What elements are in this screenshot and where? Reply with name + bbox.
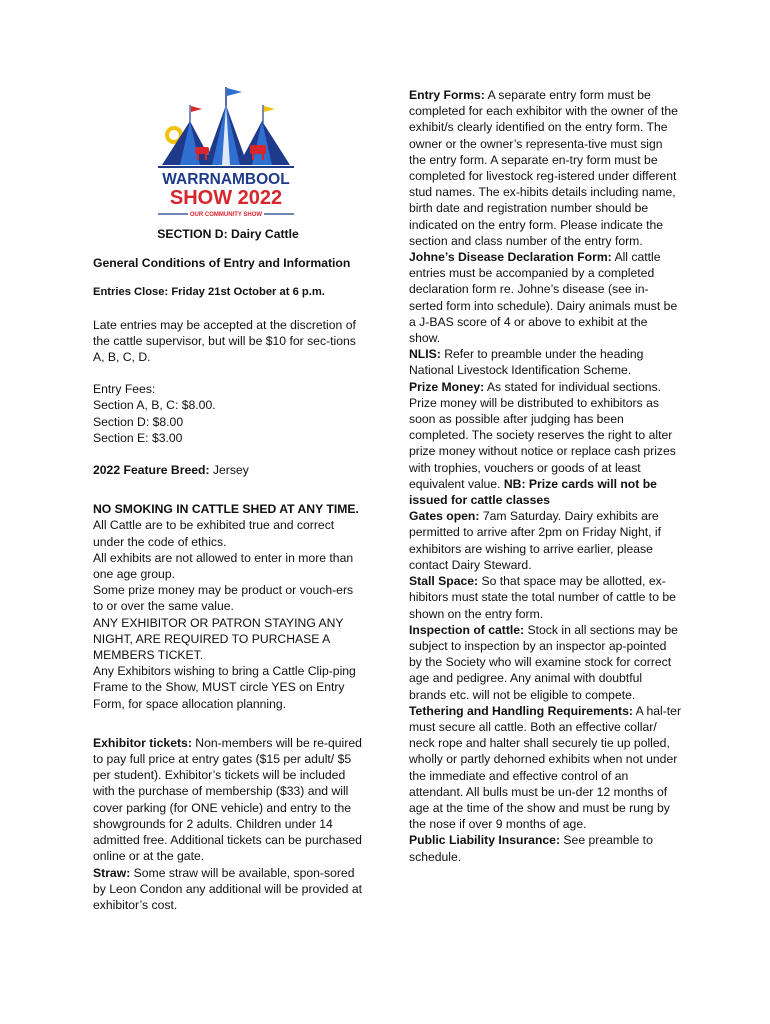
liability-label: Public Liability Insurance: xyxy=(409,833,561,848)
liability-text: See preamble to schedule. xyxy=(409,833,653,864)
inspection-label: Inspection of cattle: xyxy=(409,622,525,637)
stall-space-label: Stall Space: xyxy=(409,574,479,589)
inspection-text: Stock in all sections may be subject to inspection by an inspector ap-pointed by the Society who will examine stock for correct age and pedigree. Any animal with doubtful brands etc. will not be eligible to compete. xyxy=(409,622,678,702)
entry-forms-paragraph xyxy=(409,87,681,249)
feature-breed-label: 2022 Feature Breed: xyxy=(93,463,210,478)
liability-paragraph xyxy=(409,832,681,864)
exhibitor-tickets-paragraph xyxy=(93,735,363,865)
gates-open-paragraph xyxy=(409,508,681,573)
nlis-text: Refer to preamble under the heading National Livestock Identification Scheme. xyxy=(409,347,644,378)
warrnambool-show-logo xyxy=(150,85,302,220)
late-entries-text: Late entries may be accepted at the discretion of the cattle supervisor, but will be $10 for sec-tions A, B, C, D. xyxy=(93,317,356,365)
right-column xyxy=(409,87,681,865)
feature-breed-value: Jersey xyxy=(209,463,249,478)
logo-line1: WARRNAMBOOL xyxy=(162,171,290,188)
rule-2: All exhibits are not allowed to enter in more than one age group. xyxy=(93,550,354,582)
nlis-label: NLIS: xyxy=(409,347,441,362)
straw-text: Some straw will be available, spon-sored by Leon Condon any additional will be provided at exhibitor’s cost. xyxy=(93,865,362,912)
tethering-label: Tethering and Handling Requirements: xyxy=(409,703,633,718)
logo-line2: SHOW 2022 xyxy=(169,187,283,209)
entries-close: Entries Close: Friday 21st October at 6 p.m. xyxy=(93,286,325,299)
rule-3: Some prize money may be product or vouch-ers to or over the same value. xyxy=(93,583,354,614)
straw-paragraph xyxy=(93,865,363,914)
prize-money-text: As stated for individual sections. Prize money will be distributed to exhibitors as soon as possible after judging has been completed. The society reserves the right to alter prize money without notice or replace cash prizes with trophies, vouchers or goods of at least equivalent value. xyxy=(409,379,676,491)
logo-tagline: OUR COMMUNITY SHOW xyxy=(189,212,263,218)
prize-cards-note: NB: Prize cards will not be issued for cattle classes xyxy=(409,476,657,508)
fee-section-abc: Section A, B, C: $8.00. xyxy=(93,398,216,413)
johnes-label: Johne’s Disease Declaration Form: xyxy=(409,250,612,265)
tethering-paragraph xyxy=(409,703,681,833)
prize-money-label: Prize Money: xyxy=(409,379,485,394)
johnes-text: All cattle entries must be accompanied by a completed declaration form re. Johne’s disease (see in-serted form into schedule). Dairy animals must be a J-BAS score of 4 or above to exhibit at the show. xyxy=(409,250,678,346)
johnes-paragraph xyxy=(409,249,681,346)
fee-section-d: Section D: $8.00 xyxy=(93,414,184,429)
rule-4: ANY EXHIBITOR OR PATRON STAYING ANY NIGHT, ARE REQUIRED TO PURCHASE A MEMBERS TICKET. xyxy=(93,615,344,663)
left-column xyxy=(93,226,363,913)
straw-label: Straw: xyxy=(93,865,131,880)
feature-breed xyxy=(93,462,363,478)
nlis-paragraph xyxy=(409,346,681,378)
inspection-paragraph xyxy=(409,622,681,703)
entry-forms-label: Entry Forms: xyxy=(409,88,485,102)
stall-space-paragraph xyxy=(409,573,681,622)
gates-open-label: Gates open: xyxy=(409,509,480,524)
gates-open-text: 7am Saturday. Dairy exhibits are permitted to arrive after 2pm on Friday Night, if exhibitors are wishing to arrive earlier, please contact Dairy Steward. xyxy=(409,509,661,572)
rule-1: All Cattle are to be exhibited true and correct under the code of ethics. xyxy=(93,518,335,549)
tethering-text: A hal-ter must secure all cattle. Both an effective collar/ neck rope and halter shall securely tie up polled, wholly or partly dehorned exhibits when not under the immediate and effective control of an attendant. All bulls must be un-der 12 months of age at the time of the show and must be rung by the nose if over 9 months of age. xyxy=(409,703,682,832)
section-title: SECTION D: Dairy Cattle xyxy=(157,227,299,241)
exhibitor-tickets-label: Exhibitor tickets: xyxy=(93,735,192,750)
exhibitor-tickets-text: Non-members will be re-quired to pay full price at entry gates ($15 per adult/ $5 per student). Exhibitor’s tickets will be included with the purchase of membership ($33) and will cover parking (for ONE vehicle) and entry to the showgrounds for 2 adults. Children under 14 admitted free. Additional tickets can be purchased online or at the gate. xyxy=(93,735,362,864)
prize-money-paragraph xyxy=(409,379,681,509)
entry-forms-text: A separate entry form must be completed for each exhibitor with the owner of the exhibit/s clearly identified on the entry form. The owner or the owner’s representa-tive must sign the entry form. A separate en-try form must be completed for livestock reg-istered under different stud names. The ex-hibits details including name, birth date and registration number should be indicated on the entry form. Please indicate the section and class number of the entry form. xyxy=(409,88,678,248)
fees-heading: Entry Fees: xyxy=(93,382,156,397)
fee-section-e: Section E: $3.00 xyxy=(93,430,183,445)
no-smoking-notice: NO SMOKING IN CATTLE SHED AT ANY TIME. xyxy=(93,502,359,517)
general-heading: General Conditions of Entry and Information xyxy=(93,256,351,271)
stall-space-text: So that space may be allotted, ex-hibitors must state the total number of cattle to be shown on the entry form. xyxy=(409,574,676,621)
rule-5: Any Exhibitors wishing to bring a Cattle Clip-ping Frame to the Show, MUST circle YES on Entry Form, for space allocation planning. xyxy=(93,664,356,711)
